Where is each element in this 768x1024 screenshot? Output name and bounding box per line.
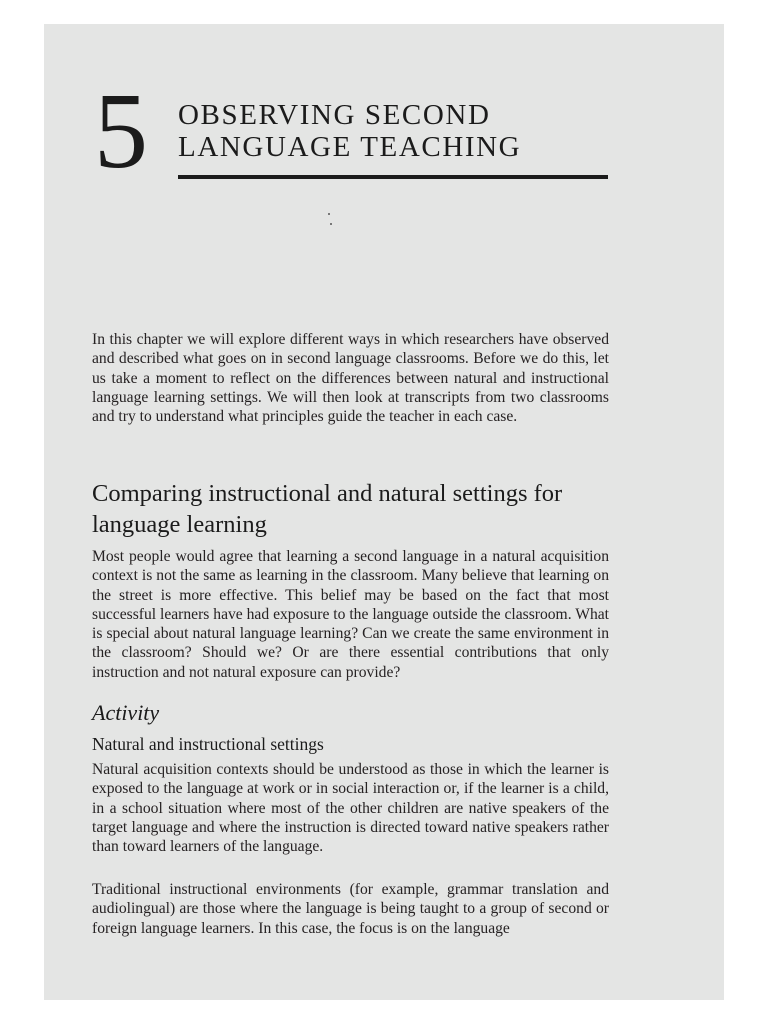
activity-subheading: Natural and instructional settings: [92, 734, 324, 754]
scanned-page: [44, 24, 724, 1000]
scan-speck: [328, 213, 330, 215]
intro-paragraph: In this chapter we will explore different ways in which researchers have observed and described what goes on in second language classrooms. Before we do this, let us take a moment to reflect on the differences between natural and instructional language learning settings. We will then look at transcripts from two classrooms and try to understand what principles guide the teacher in each case.: [92, 331, 609, 426]
chapter-title: OBSERVING SECOND LANGUAGE TEACHING: [178, 99, 522, 163]
activity-label: Activity: [92, 700, 160, 725]
section-paragraph: Most people would agree that learning a second language in a natural acquisition context is not the same as learning in the classroom. Many believe that learning on the street is more effective. This belief may be based on the fact that most successful learners have had exposure to the language outside the classroom. What is special about natural language learning? Can we create the same environment in the classroom? Should we? Or are there essential contributions that only instruction and not natural exposure can provide?: [92, 548, 609, 681]
activity-paragraph-2: Traditional instructional environments (for example, grammar translation and audiolingual) are those where the language is being taught to a group of second or foreign language learners. In this case, the focus is on the language: [92, 881, 609, 937]
scan-speck: [330, 223, 332, 225]
chapter-number: 5: [94, 72, 148, 191]
title-rule: [178, 175, 608, 179]
activity-paragraph-1: Natural acquisition contexts should be understood as those in which the learner is exposed to the language at work or in social interaction or, if the learner is a child, in a school situation where most of the other children are native speakers of the target language and where the instruction is directed toward native speakers rather than toward learners of the language.: [92, 761, 609, 856]
section-heading: Comparing instructional and natural settings for language learning: [92, 480, 563, 538]
